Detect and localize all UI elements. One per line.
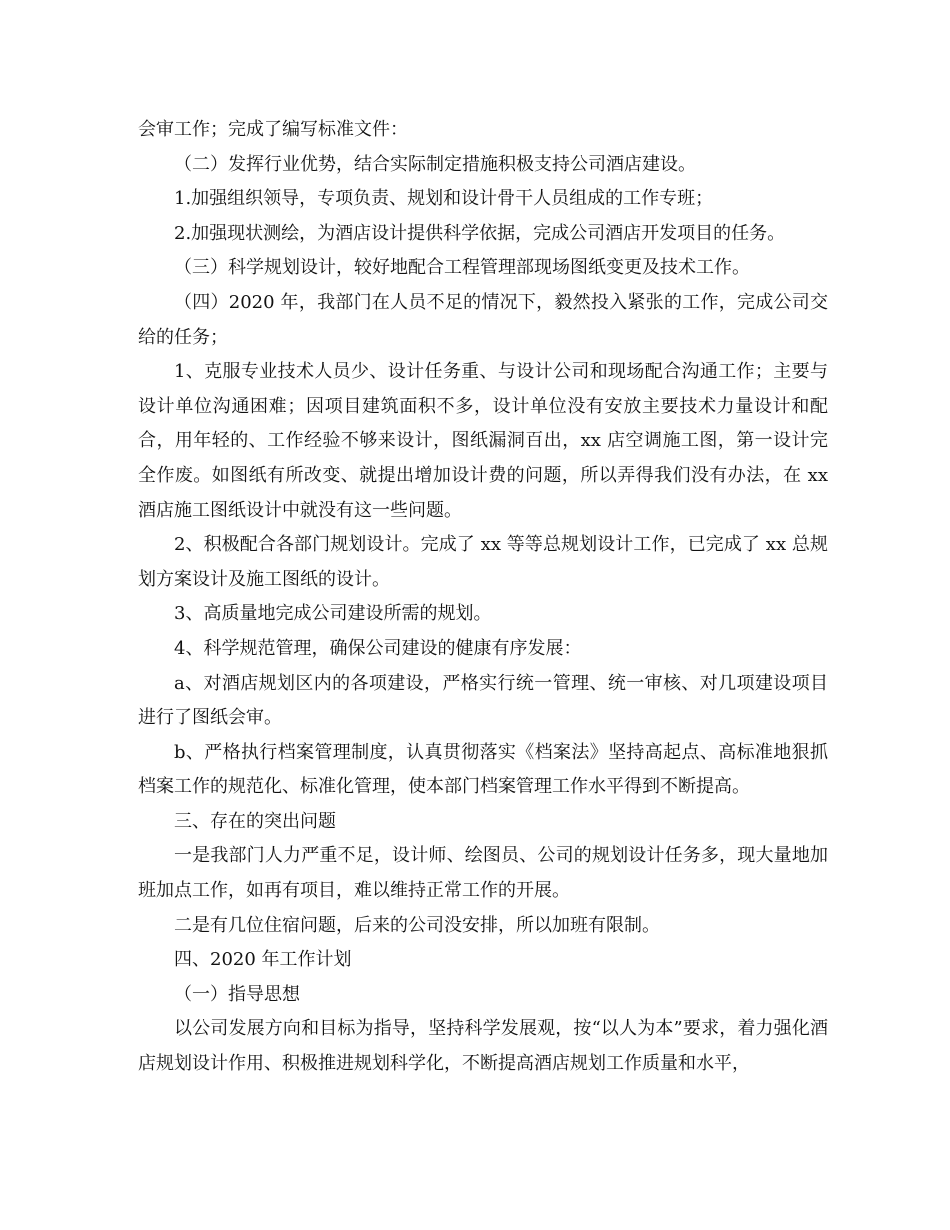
paragraph-3: 1.加强组织领导，专项负责、规划和设计骨干人员组成的工作专班； [174,188,714,210]
paragraph-1: 会审工作；完成了编写标准文件： [138,119,408,140]
section-heading-plan: 四、2020 年工作计划 [174,949,352,971]
subsection-heading-guidance: （一）指导思想 [174,983,300,1005]
paragraph-12: b、严格执行档案管理制度，认真贯彻落实《档案法》坚持高起点、高标准地狠抓档案工作的规范化、标准化管理，使本部门档案管理工作水平得到不断提高。 [138,741,828,798]
paragraph-7: 1、克服专业技术人员少、设计任务重、与设计公司和现场配合沟通工作；主要与设计单位沟通困难；因项目建筑面积不多，设计单位没有安放主要技术力量设计和配合，用年轻的、工作经验不够来设计，图纸漏洞百出，xx 店空调施工图，第一设计完全作废。如图纸有所改变、就提出增加设计费的问题，所以弄得我们没有办法，在 xx 酒店施工图纸设计中就没有这一些问题。 [138,361,828,521]
paragraph-4: 2.加强现状测绘，为酒店设计提供科学依据，完成公司酒店开发项目的任务。 [174,222,786,244]
paragraph-5: （三）科学规划设计，较好地配合工程管理部现场图纸变更及技术工作。 [174,257,750,279]
paragraph-11: a、对酒店规划区内的各项建设，严格实行统一管理、统一审核、对几项建设项目进行了图纸会审。 [138,672,828,729]
paragraph-14: 一是我部门人力严重不足，设计师、绘图员、公司的规划设计任务多，现大量地加班加点工作，如再有项目，难以维持正常工作的开展。 [138,845,828,902]
paragraph-2: （二）发挥行业优势，结合实际制定措施积极支持公司酒店建设。 [174,153,696,175]
document-body [138,113,828,1082]
paragraph-18: 以公司发展方向和目标为指导，坚持科学发展观，按“以人为本”要求，着力强化酒店规划设计作用、积极推进规划科学化，不断提高酒店规划工作质量和水平， [138,1018,828,1075]
paragraph-15: 二是有几位住宿问题，后来的公司没安排，所以加班有限制。 [174,914,660,936]
paragraph-10: 4、科学规范管理，确保公司建设的健康有序发展： [174,637,582,659]
paragraph-8: 2、积极配合各部门规划设计。完成了 xx 等等总规划设计工作，已完成了 xx 总规划方案设计及施工图纸的设计。 [138,534,828,590]
paragraph-9: 3、高质量地完成公司建设所需的规划。 [174,603,492,625]
paragraph-6: （四）2020 年，我部门在人员不足的情况下，毅然投入紧张的工作，完成公司交给的任务； [138,291,828,348]
section-heading-problems: 三、存在的突出问题 [174,810,336,832]
